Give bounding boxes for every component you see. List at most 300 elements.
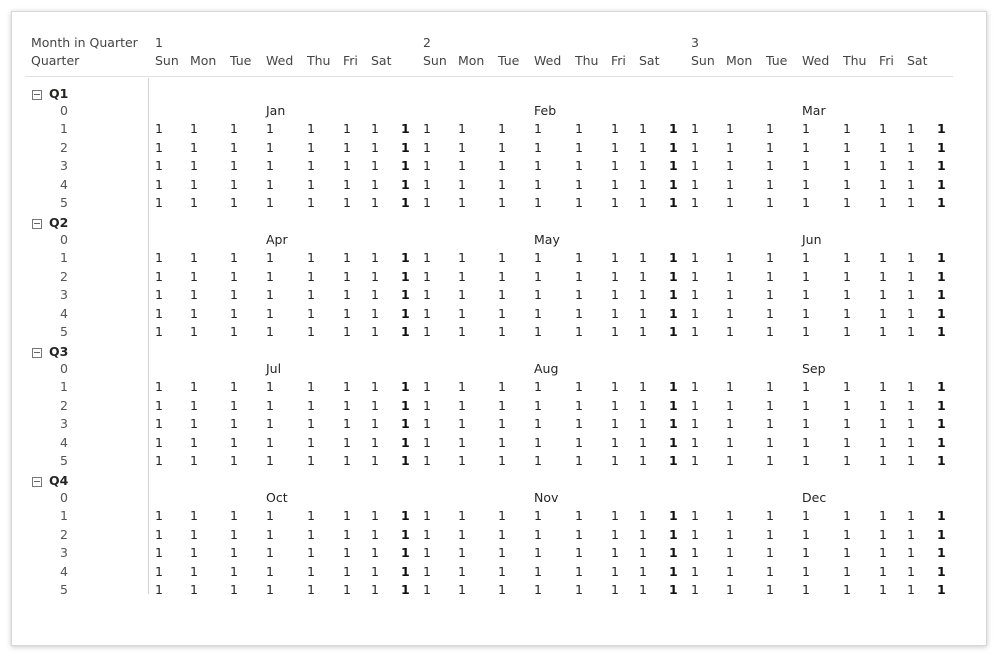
value-cell: 1: [371, 287, 379, 303]
value-cell: 1: [766, 287, 774, 303]
value-cell: 1: [230, 379, 238, 395]
value-cell: 1: [266, 582, 274, 597]
value-cell: 1: [691, 250, 699, 266]
month-label: Aug: [534, 361, 559, 376]
value-cell: 1: [575, 563, 583, 579]
value-cell: 1: [766, 305, 774, 321]
value-cell: 1: [534, 379, 542, 395]
value-cell: 1: [843, 139, 851, 155]
value-cell: 1: [230, 416, 238, 432]
value-cell: 1: [190, 397, 198, 413]
row-total-cell: 1: [937, 305, 946, 321]
value-cell: 1: [498, 416, 506, 432]
header-day-tue: Tue: [230, 53, 252, 68]
value-cell: 1: [879, 287, 887, 303]
value-cell: 1: [691, 287, 699, 303]
value-cell: 1: [611, 508, 619, 524]
row-total-cell: 1: [937, 526, 946, 542]
week-row-label: 5: [60, 324, 68, 339]
week-row-label: 5: [60, 195, 68, 210]
value-cell: 1: [575, 139, 583, 155]
value-cell: 1: [843, 508, 851, 524]
value-cell: 1: [343, 305, 351, 321]
value-cell: 1: [639, 526, 647, 542]
value-cell: 1: [534, 176, 542, 192]
value-cell: 1: [802, 582, 810, 597]
value-cell: 1: [155, 268, 163, 284]
value-cell: 1: [423, 416, 431, 432]
row-total-cell: 1: [669, 176, 678, 192]
value-cell: 1: [843, 379, 851, 395]
value-cell: 1: [266, 324, 274, 339]
week-row-label: 1: [60, 379, 68, 395]
value-cell: 1: [843, 324, 851, 339]
value-cell: 1: [802, 268, 810, 284]
value-cell: 1: [266, 545, 274, 561]
value-cell: 1: [611, 324, 619, 339]
value-cell: 1: [691, 526, 699, 542]
value-cell: 1: [534, 545, 542, 561]
value-cell: 1: [726, 305, 734, 321]
value-cell: 1: [691, 158, 699, 174]
value-cell: 1: [879, 324, 887, 339]
value-cell: 1: [155, 287, 163, 303]
value-cell: 1: [423, 305, 431, 321]
value-cell: 1: [879, 250, 887, 266]
value-cell: 1: [534, 268, 542, 284]
value-cell: 1: [230, 526, 238, 542]
value-cell: 1: [343, 545, 351, 561]
value-cell: 1: [266, 397, 274, 413]
value-cell: 1: [230, 287, 238, 303]
value-cell: 1: [307, 379, 315, 395]
value-cell: 1: [343, 563, 351, 579]
row-total-cell: 1: [669, 397, 678, 413]
value-cell: 1: [458, 268, 466, 284]
header-day-fri: Fri: [879, 53, 894, 68]
value-cell: 1: [230, 250, 238, 266]
value-cell: 1: [498, 176, 506, 192]
value-cell: 1: [879, 397, 887, 413]
value-cell: 1: [802, 508, 810, 524]
week-row-label: 1: [60, 121, 68, 137]
value-cell: 1: [266, 305, 274, 321]
value-cell: 1: [879, 526, 887, 542]
value-cell: 1: [879, 563, 887, 579]
value-cell: 1: [155, 563, 163, 579]
value-cell: 1: [639, 250, 647, 266]
value-cell: 1: [611, 434, 619, 450]
value-cell: 1: [534, 158, 542, 174]
row-total-cell: 1: [937, 416, 946, 432]
value-cell: 1: [498, 397, 506, 413]
value-cell: 1: [879, 434, 887, 450]
value-cell: 1: [190, 287, 198, 303]
value-cell: 1: [498, 158, 506, 174]
value-cell: 1: [879, 176, 887, 192]
row-total-cell: 1: [401, 545, 410, 561]
value-cell: 1: [726, 508, 734, 524]
value-cell: 1: [371, 434, 379, 450]
value-cell: 1: [907, 526, 915, 542]
value-cell: 1: [343, 195, 351, 210]
row-total-cell: 1: [937, 453, 946, 468]
value-cell: 1: [802, 305, 810, 321]
collapse-icon[interactable]: [32, 348, 42, 358]
value-cell: 1: [230, 508, 238, 524]
value-cell: 1: [766, 453, 774, 468]
value-cell: 1: [423, 287, 431, 303]
value-cell: 1: [879, 158, 887, 174]
value-cell: 1: [843, 434, 851, 450]
value-cell: 1: [266, 563, 274, 579]
row-total-cell: 1: [669, 121, 678, 137]
value-cell: 1: [155, 158, 163, 174]
row-total-cell: 1: [669, 453, 678, 468]
value-cell: 1: [371, 250, 379, 266]
value-cell: 1: [766, 158, 774, 174]
value-cell: 1: [423, 379, 431, 395]
value-cell: 1: [575, 158, 583, 174]
value-cell: 1: [611, 287, 619, 303]
value-cell: 1: [611, 268, 619, 284]
value-cell: 1: [639, 545, 647, 561]
value-cell: 1: [907, 139, 915, 155]
value-cell: 1: [575, 416, 583, 432]
value-cell: 1: [498, 434, 506, 450]
row-total-cell: 1: [937, 379, 946, 395]
value-cell: 1: [879, 416, 887, 432]
quarter-label[interactable]: Q3: [49, 344, 69, 359]
value-cell: 1: [766, 508, 774, 524]
value-cell: 1: [534, 324, 542, 339]
value-cell: 1: [691, 416, 699, 432]
value-cell: 1: [498, 324, 506, 339]
value-cell: 1: [155, 582, 163, 597]
header-day-wed: Wed: [534, 53, 562, 68]
value-cell: 1: [879, 139, 887, 155]
value-cell: 1: [575, 305, 583, 321]
header-day-thu: Thu: [575, 53, 599, 68]
header-quarter-label: Quarter: [31, 53, 80, 68]
value-cell: 1: [611, 250, 619, 266]
quarter-label[interactable]: Q4: [49, 473, 69, 488]
value-cell: 1: [534, 453, 542, 468]
header-day-fri: Fri: [343, 53, 358, 68]
value-cell: 1: [766, 268, 774, 284]
value-cell: 1: [802, 195, 810, 210]
month-label: Jul: [266, 361, 282, 376]
value-cell: 1: [155, 434, 163, 450]
value-cell: 1: [458, 158, 466, 174]
value-cell: 1: [907, 416, 915, 432]
value-cell: 1: [230, 582, 238, 597]
value-cell: 1: [371, 305, 379, 321]
value-cell: 1: [611, 563, 619, 579]
row-total-cell: 1: [937, 434, 946, 450]
month-label: Dec: [802, 490, 827, 505]
value-cell: 1: [766, 434, 774, 450]
value-cell: 1: [575, 526, 583, 542]
value-cell: 1: [423, 453, 431, 468]
value-cell: 1: [423, 545, 431, 561]
week-row-label: 2: [60, 139, 68, 155]
value-cell: 1: [639, 305, 647, 321]
value-cell: 1: [534, 305, 542, 321]
row-header-divider: [148, 78, 149, 594]
value-cell: 1: [766, 582, 774, 597]
value-cell: 1: [155, 526, 163, 542]
value-cell: 1: [575, 250, 583, 266]
value-cell: 1: [498, 305, 506, 321]
value-cell: 1: [343, 250, 351, 266]
value-cell: 1: [190, 324, 198, 339]
value-cell: 1: [639, 508, 647, 524]
value-cell: 1: [802, 545, 810, 561]
collapse-icon[interactable]: [32, 219, 42, 229]
value-cell: 1: [843, 582, 851, 597]
value-cell: 1: [155, 176, 163, 192]
value-cell: 1: [726, 324, 734, 339]
value-cell: 1: [190, 250, 198, 266]
value-cell: 1: [907, 158, 915, 174]
value-cell: 1: [534, 195, 542, 210]
value-cell: 1: [639, 121, 647, 137]
value-cell: 1: [343, 453, 351, 468]
row-total-cell: 1: [401, 158, 410, 174]
row-total-cell: 1: [401, 268, 410, 284]
header-group-label: 1: [155, 35, 163, 50]
row-total-cell: 1: [669, 305, 678, 321]
value-cell: 1: [766, 195, 774, 210]
value-cell: 1: [458, 305, 466, 321]
value-cell: 1: [307, 176, 315, 192]
value-cell: 1: [843, 268, 851, 284]
value-cell: 1: [639, 268, 647, 284]
value-cell: 1: [307, 526, 315, 542]
value-cell: 1: [907, 195, 915, 210]
value-cell: 1: [639, 453, 647, 468]
value-cell: 1: [766, 545, 774, 561]
week-row-label: 5: [60, 453, 68, 468]
quarter-label[interactable]: Q1: [49, 86, 69, 101]
value-cell: 1: [371, 526, 379, 542]
value-cell: 1: [458, 508, 466, 524]
value-cell: 1: [190, 305, 198, 321]
value-cell: 1: [155, 195, 163, 210]
value-cell: 1: [155, 305, 163, 321]
value-cell: 1: [575, 268, 583, 284]
value-cell: 1: [639, 434, 647, 450]
value-cell: 1: [534, 582, 542, 597]
header-day-fri: Fri: [611, 53, 626, 68]
value-cell: 1: [726, 121, 734, 137]
value-cell: 1: [343, 434, 351, 450]
row-total-cell: 1: [669, 158, 678, 174]
month-label: Nov: [534, 490, 559, 505]
value-cell: 1: [766, 416, 774, 432]
value-cell: 1: [266, 287, 274, 303]
row-total-cell: 1: [401, 250, 410, 266]
value-cell: 1: [575, 324, 583, 339]
week-row-label: 4: [60, 434, 68, 450]
value-cell: 1: [498, 563, 506, 579]
row-total-cell: 1: [401, 287, 410, 303]
value-cell: 1: [726, 526, 734, 542]
value-cell: 1: [879, 453, 887, 468]
value-cell: 1: [879, 508, 887, 524]
value-cell: 1: [726, 416, 734, 432]
week-row-label: 0: [60, 361, 68, 376]
value-cell: 1: [907, 434, 915, 450]
value-cell: 1: [802, 139, 810, 155]
value-cell: 1: [907, 397, 915, 413]
row-total-cell: 1: [669, 563, 678, 579]
header-day-wed: Wed: [266, 53, 294, 68]
row-total-cell: 1: [937, 250, 946, 266]
value-cell: 1: [802, 250, 810, 266]
value-cell: 1: [458, 250, 466, 266]
collapse-icon[interactable]: [32, 477, 42, 487]
row-total-cell: 1: [937, 563, 946, 579]
value-cell: 1: [458, 453, 466, 468]
value-cell: 1: [691, 176, 699, 192]
week-row-label: 4: [60, 305, 68, 321]
value-cell: 1: [155, 397, 163, 413]
week-row-label: 3: [60, 416, 68, 432]
value-cell: 1: [534, 250, 542, 266]
value-cell: 1: [611, 397, 619, 413]
value-cell: 1: [371, 416, 379, 432]
row-total-cell: 1: [401, 563, 410, 579]
value-cell: 1: [458, 434, 466, 450]
value-cell: 1: [766, 397, 774, 413]
row-total-cell: 1: [401, 434, 410, 450]
value-cell: 1: [343, 379, 351, 395]
value-cell: 1: [639, 416, 647, 432]
value-cell: 1: [907, 508, 915, 524]
value-cell: 1: [575, 287, 583, 303]
value-cell: 1: [266, 526, 274, 542]
value-cell: 1: [343, 139, 351, 155]
value-cell: 1: [843, 545, 851, 561]
value-cell: 1: [726, 434, 734, 450]
week-row-label: 4: [60, 176, 68, 192]
value-cell: 1: [766, 379, 774, 395]
value-cell: 1: [611, 176, 619, 192]
value-cell: 1: [458, 176, 466, 192]
month-label: Jun: [802, 232, 822, 247]
value-cell: 1: [458, 287, 466, 303]
value-cell: 1: [307, 250, 315, 266]
value-cell: 1: [371, 508, 379, 524]
value-cell: 1: [423, 250, 431, 266]
value-cell: 1: [371, 195, 379, 210]
value-cell: 1: [155, 416, 163, 432]
value-cell: 1: [498, 195, 506, 210]
value-cell: 1: [190, 268, 198, 284]
value-cell: 1: [266, 379, 274, 395]
value-cell: 1: [458, 545, 466, 561]
value-cell: 1: [307, 453, 315, 468]
row-total-cell: 1: [669, 379, 678, 395]
value-cell: 1: [907, 287, 915, 303]
row-total-cell: 1: [937, 582, 946, 597]
value-cell: 1: [307, 434, 315, 450]
row-total-cell: 1: [401, 379, 410, 395]
value-cell: 1: [266, 453, 274, 468]
value-cell: 1: [498, 139, 506, 155]
value-cell: 1: [907, 545, 915, 561]
row-total-cell: 1: [937, 176, 946, 192]
value-cell: 1: [691, 545, 699, 561]
week-row-label: 2: [60, 526, 68, 542]
value-cell: 1: [371, 324, 379, 339]
row-total-cell: 1: [937, 139, 946, 155]
value-cell: 1: [423, 582, 431, 597]
value-cell: 1: [343, 158, 351, 174]
value-cell: 1: [907, 582, 915, 597]
value-cell: 1: [343, 397, 351, 413]
value-cell: 1: [343, 416, 351, 432]
value-cell: 1: [802, 526, 810, 542]
value-cell: 1: [726, 582, 734, 597]
value-cell: 1: [843, 158, 851, 174]
value-cell: 1: [726, 545, 734, 561]
header-day-mon: Mon: [726, 53, 753, 68]
value-cell: 1: [423, 158, 431, 174]
value-cell: 1: [639, 287, 647, 303]
value-cell: 1: [802, 379, 810, 395]
value-cell: 1: [458, 416, 466, 432]
row-total-cell: 1: [401, 121, 410, 137]
value-cell: 1: [639, 176, 647, 192]
row-total-cell: 1: [937, 268, 946, 284]
value-cell: 1: [498, 582, 506, 597]
value-cell: 1: [611, 121, 619, 137]
value-cell: 1: [498, 121, 506, 137]
value-cell: 1: [423, 324, 431, 339]
row-total-cell: 1: [937, 287, 946, 303]
value-cell: 1: [534, 563, 542, 579]
collapse-icon[interactable]: [32, 90, 42, 100]
row-total-cell: 1: [401, 176, 410, 192]
value-cell: 1: [639, 324, 647, 339]
value-cell: 1: [691, 305, 699, 321]
value-cell: 1: [498, 287, 506, 303]
value-cell: 1: [371, 176, 379, 192]
value-cell: 1: [575, 121, 583, 137]
value-cell: 1: [766, 324, 774, 339]
value-cell: 1: [611, 158, 619, 174]
value-cell: 1: [766, 526, 774, 542]
row-total-cell: 1: [401, 324, 410, 339]
value-cell: 1: [458, 379, 466, 395]
header-group-label: 2: [423, 35, 431, 50]
value-cell: 1: [691, 379, 699, 395]
value-cell: 1: [534, 416, 542, 432]
value-cell: 1: [907, 324, 915, 339]
value-cell: 1: [691, 139, 699, 155]
value-cell: 1: [802, 324, 810, 339]
value-cell: 1: [575, 176, 583, 192]
value-cell: 1: [423, 508, 431, 524]
value-cell: 1: [423, 139, 431, 155]
value-cell: 1: [190, 508, 198, 524]
value-cell: 1: [691, 397, 699, 413]
header-day-sat: Sat: [639, 53, 660, 68]
quarter-label[interactable]: Q2: [49, 215, 69, 230]
